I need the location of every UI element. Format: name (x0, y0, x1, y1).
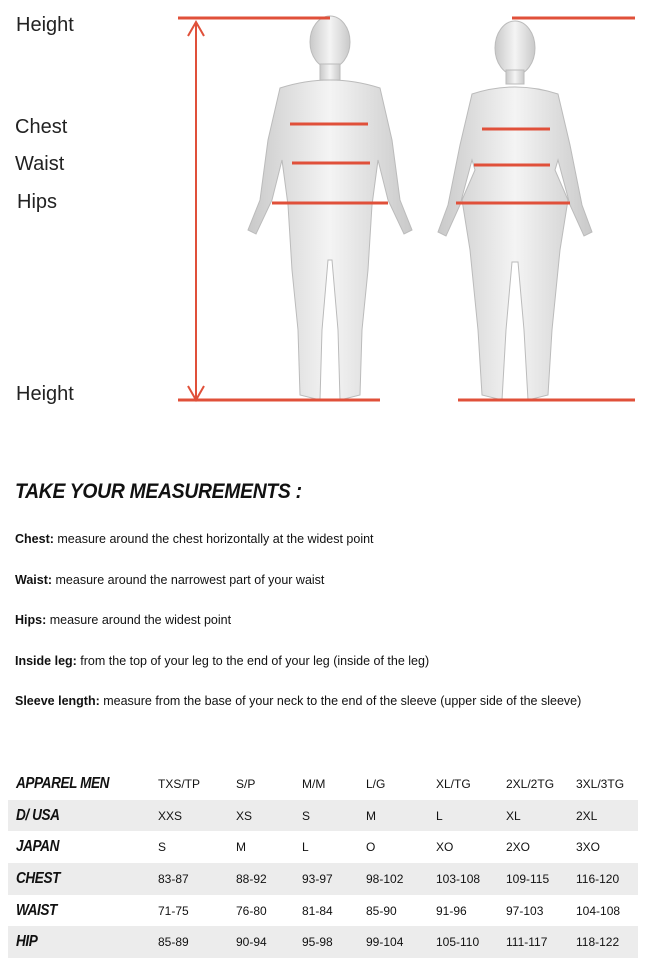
definition-sleeve-length (15, 692, 645, 733)
table-cell: XO (436, 840, 454, 855)
table-cell: 85-90 (366, 903, 397, 918)
definition-term: Inside leg: (15, 653, 77, 668)
definition-text: from the top of your leg to the end of your leg (inside of the leg) (76, 653, 430, 668)
measurements-heading: TAKE YOUR MEASUREMENTS : (15, 480, 302, 503)
definition-term: Hips: (15, 613, 47, 627)
hips-label: Hips (17, 191, 58, 213)
definition-hips (15, 611, 645, 652)
table-cell: XS (236, 800, 302, 832)
definition-text: measure around the widest point (46, 613, 232, 627)
body-silhouettes (0, 0, 650, 420)
table-cell: L (436, 800, 506, 832)
row-header-label: JAPAN (16, 838, 59, 856)
table-cell: 81-84 (302, 903, 333, 918)
table-cell: XL/TG (436, 776, 471, 791)
measurement-figure (0, 0, 650, 420)
definition-chest (15, 530, 645, 571)
table-row (8, 768, 638, 800)
table-cell: S (158, 840, 167, 855)
table-cell: 3XL/3TG (576, 776, 625, 791)
table-cell: 118-122 (576, 926, 638, 958)
table-cell: 71-75 (158, 903, 189, 918)
waist-label: Waist (15, 153, 65, 175)
table-cell: 98-102 (366, 863, 436, 895)
table-cell: 116-120 (576, 863, 638, 895)
table-cell: M (236, 840, 246, 855)
definition-term: Chest: (15, 532, 54, 546)
definition-text: measure around the chest horizontally at the widest point (53, 532, 374, 546)
table-cell: 2XL (576, 800, 638, 832)
row-header (8, 895, 158, 927)
table-cell: 3XO (576, 840, 601, 855)
table-cell: 76-80 (236, 903, 267, 918)
size-table (8, 768, 638, 958)
table-cell: 105-110 (436, 926, 506, 958)
table-cell: 91-96 (436, 903, 467, 918)
table-cell: XXS (158, 800, 236, 832)
definition-text: measure around the narrowest part of your waist (52, 572, 325, 587)
row-header-label: CHEST (16, 869, 60, 887)
definition-inside-leg (15, 652, 645, 693)
table-cell: 88-92 (236, 863, 302, 895)
table-cell: L (302, 840, 309, 855)
table-cell: M (366, 800, 436, 832)
definition-text: measure from the base of your neck to the end of the sleeve (upper side of the sleeve) (99, 694, 582, 708)
definition-term: Sleeve length: (15, 694, 100, 708)
chest-label: Chest (15, 116, 68, 138)
table-cell: S/P (236, 776, 256, 791)
table-cell: 103-108 (436, 863, 506, 895)
table-cell: 85-89 (158, 926, 236, 958)
table-cell: 90-94 (236, 926, 302, 958)
table-cell: 2XO (506, 840, 531, 855)
definition-term: Waist: (15, 572, 53, 587)
table-cell: 2XL/2TG (506, 776, 555, 791)
definitions-list (15, 530, 645, 733)
table-row (8, 831, 638, 863)
table-row (8, 863, 638, 895)
table-row (8, 895, 638, 927)
row-header (8, 926, 158, 958)
table-cell: M/M (302, 776, 326, 791)
height-bottom-label: Height (16, 383, 74, 405)
table-row (8, 800, 638, 832)
table-cell: 109-115 (506, 863, 576, 895)
table-cell: 99-104 (366, 926, 436, 958)
table-cell: 97-103 (506, 903, 544, 918)
height-top-label: Height (16, 14, 74, 36)
row-header-label: HIP (16, 933, 38, 951)
table-cell: L/G (366, 776, 386, 791)
table-cell: TXS/TP (158, 776, 201, 791)
table-cell: 104-108 (576, 903, 621, 918)
table-cell: 111-117 (506, 926, 576, 958)
row-header (8, 863, 158, 895)
table-cell: XL (506, 800, 576, 832)
table-cell: 93-97 (302, 863, 366, 895)
row-header-label: D/ USA (16, 806, 60, 824)
female-figure (438, 21, 592, 400)
row-header-label: APPAREL MEN (16, 774, 110, 792)
table-cell: 83-87 (158, 863, 236, 895)
table-cell: S (302, 800, 366, 832)
row-header (8, 831, 158, 863)
size-table-body (8, 768, 638, 958)
table-row (8, 926, 638, 958)
table-cell: O (366, 840, 376, 855)
definition-waist (15, 571, 645, 612)
row-header (8, 800, 158, 832)
table-cell: 95-98 (302, 926, 366, 958)
row-header-label: WAIST (16, 901, 57, 919)
row-header (8, 768, 158, 800)
male-figure (248, 16, 412, 400)
